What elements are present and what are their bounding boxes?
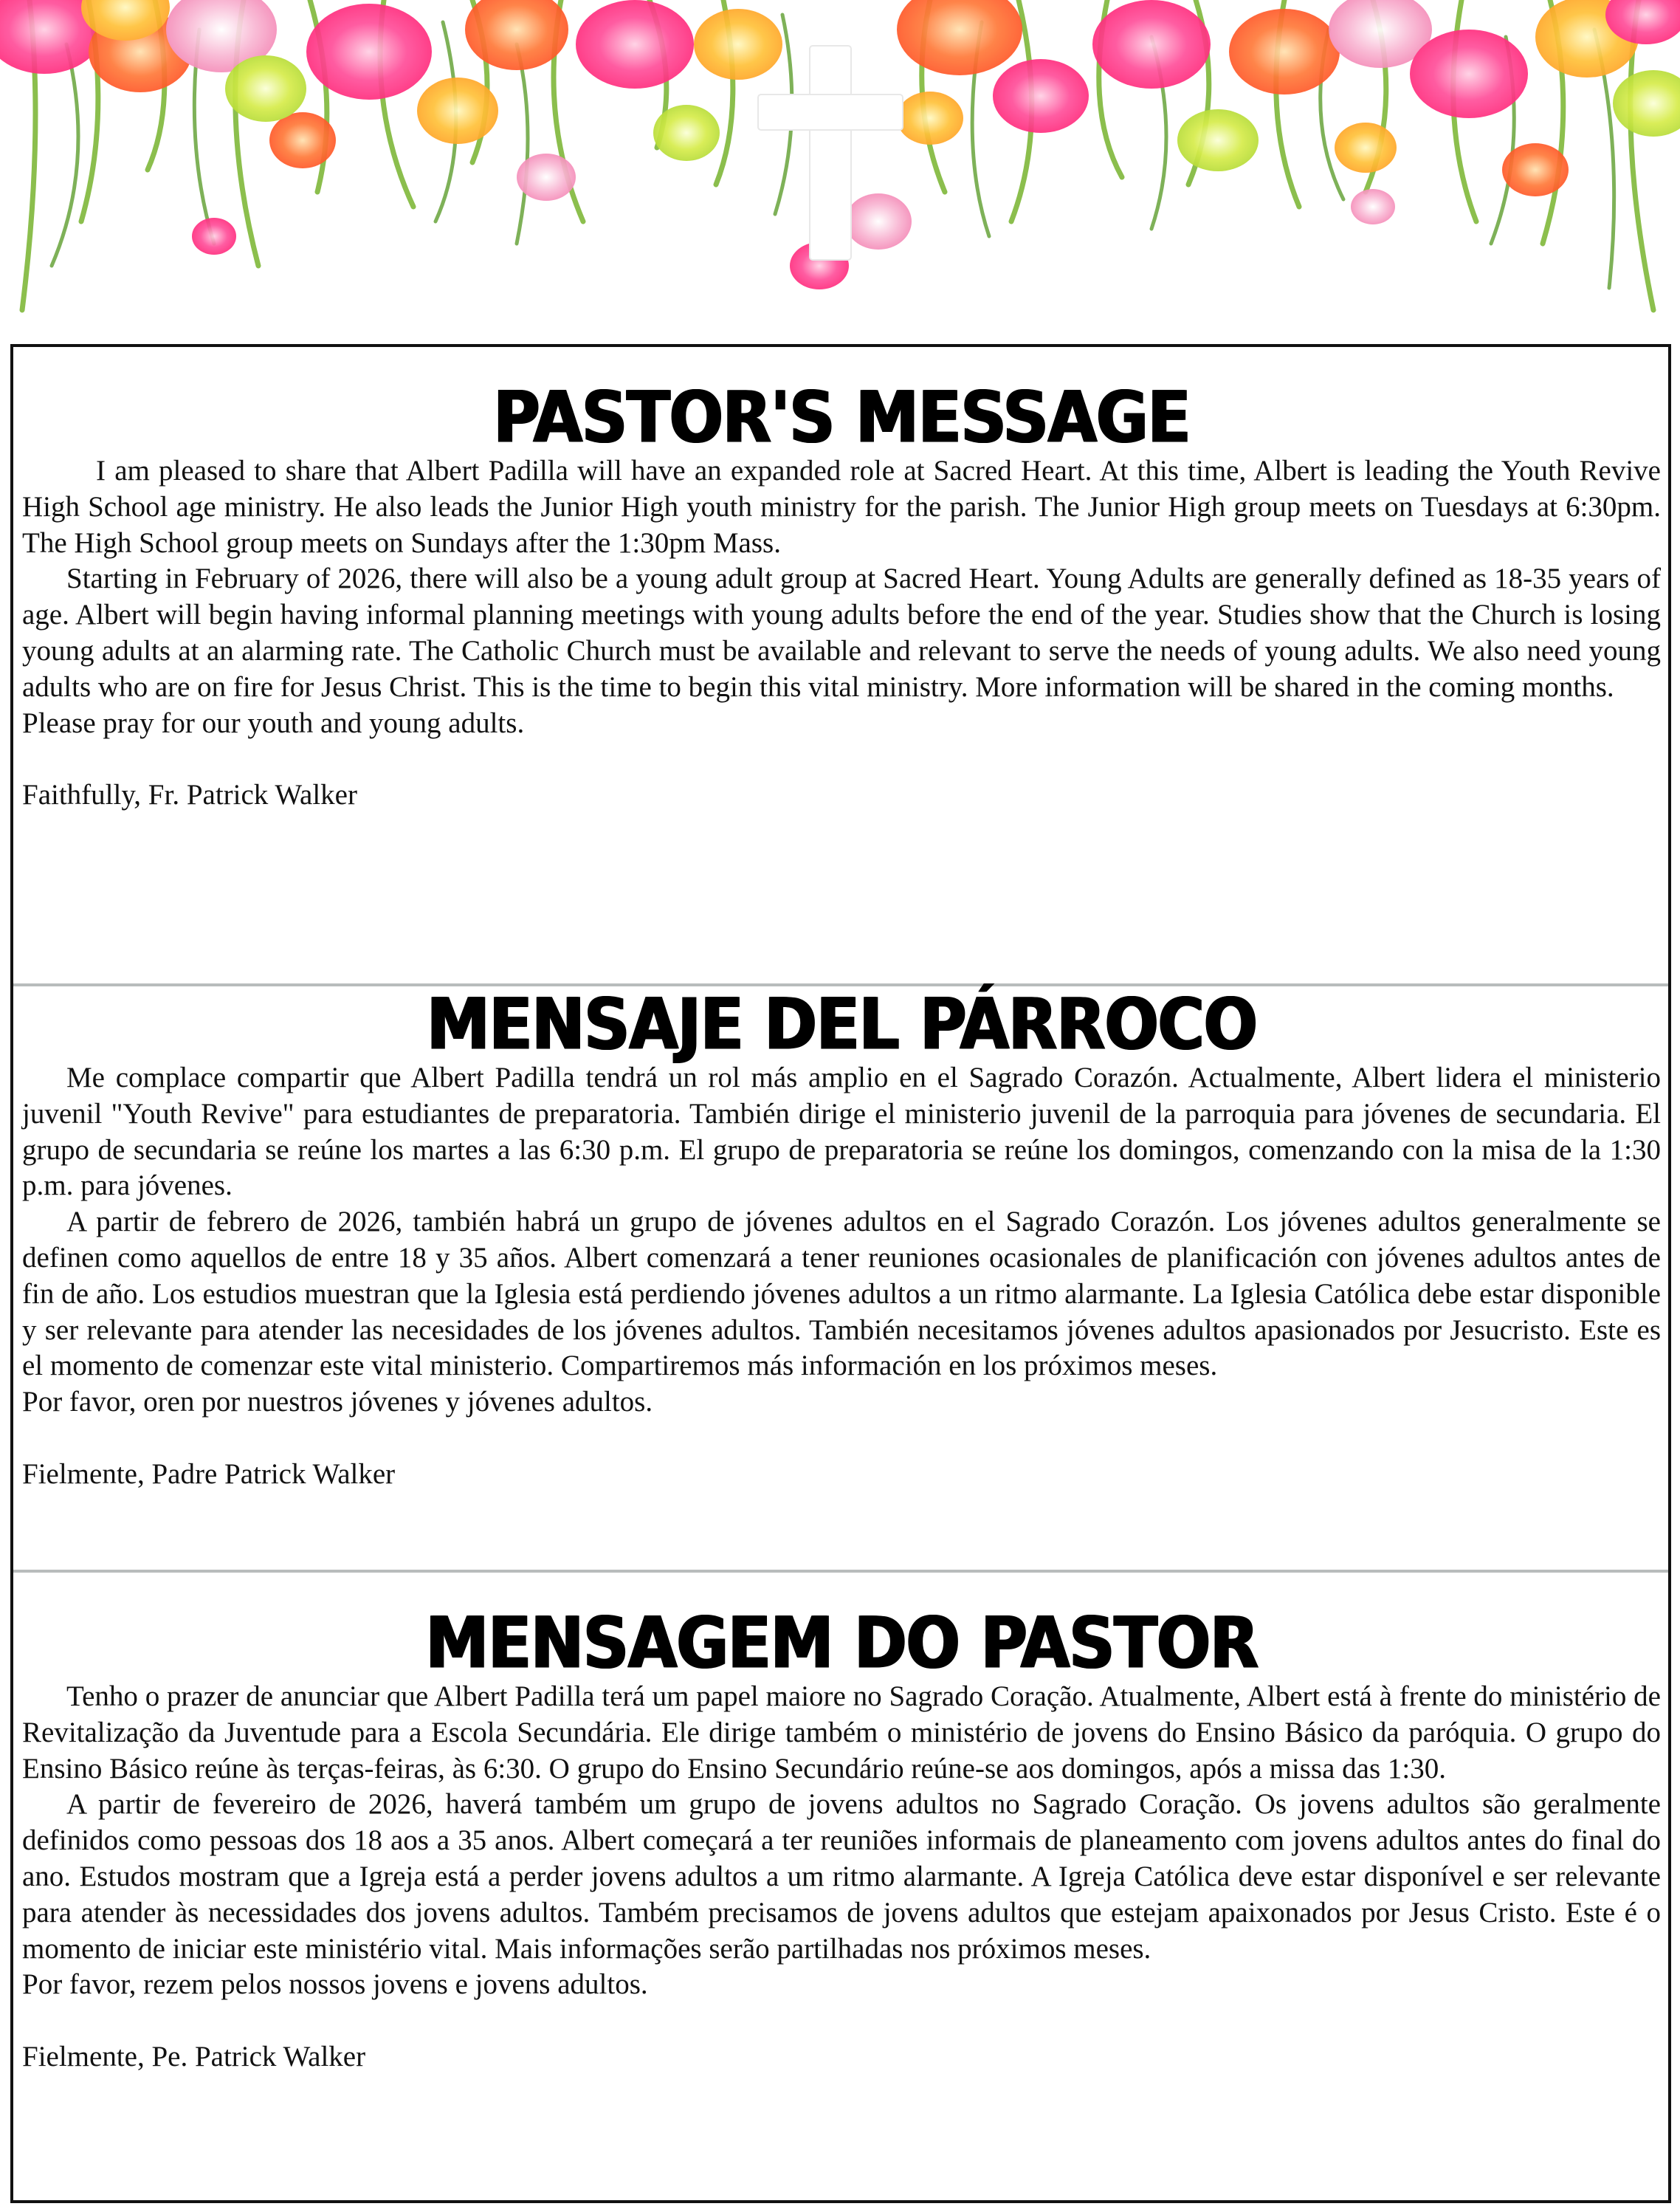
portuguese-body	[22, 1679, 1661, 2075]
portuguese-prayer-line: Por favor, rezem pelos nossos jovens e jovens adultos.	[22, 1968, 648, 2001]
message-frame	[10, 344, 1671, 2203]
english-body	[22, 453, 1661, 814]
heading-spanish: MENSAJE DEL PÁRROCO	[426, 983, 1257, 1066]
english-signature: Faithfully, Fr. Patrick Walker	[22, 779, 357, 811]
portuguese-paragraph-1: Tenho o prazer de anunciar que Albert Padilla terá um papel maiore no Sagrado Coração. Atualmente, Albert está à frente do ministério de Revitalização da Juventude para a Escola Secundária. Ele dirige também o ministério de jovens do Ensino Básico da paróquia. O grupo do Ensino Básico reúne às terças-feiras, às 6:30. O grupo do Ensino Secundário reúne-se aos domingos, após a missa das 1:30.	[22, 1680, 1661, 1785]
spanish-section	[13, 983, 1668, 1573]
spanish-paragraph-2: A partir de febrero de 2026, también habrá un grupo de jóvenes adultos en el Sagrado Corazón. Los jóvenes adultos generalmente se definen como aquellos de entre 18 y 35 años. Albert comenzará a tener reuniones ocasionales de planificación con jóvenes adultos antes de fin de año. Los estudios muestran que la Iglesia está perdiendo jóvenes adultos a un ritmo alarmante. La Iglesia Católica debe estar disponible y ser relevante para atender las necesidades de los jóvenes adultos. También necesitamos jóvenes adultos apasionados por Jesucristo. Este es el momento de comenzar este vital ministerio. Compartiremos más información en los próximos meses.	[22, 1206, 1661, 1382]
english-prayer-line: Please pray for our youth and young adults.	[22, 707, 525, 739]
english-paragraph-1: I am pleased to share that Albert Padilla will have an expanded role at Sacred Heart. At this time, Albert is leading the Youth Revive High School age ministry. He also leads the Junior High youth ministry for the parish. The Junior High group meets on Tuesdays at 6:30pm. The High School group meets on Sundays after the 1:30pm Mass.	[22, 455, 1661, 559]
portuguese-paragraph-2: A partir de fevereiro de 2026, haverá também um grupo de jovens adultos no Sagrado Coração. Os jovens adultos são geralmente definidos como pessoas dos 18 aos a 35 anos. Albert começará a ter reuniões informais de planeamento com jovens adultos antes do final do ano. Estudos mostram que a Igreja está a perder jovens adultos a um ritmo alarmante. A Igreja Católica deve estar disponível e ser relevante para atender às necessidades dos jovens adultos. Também precisamos de jovens adultos que estejam apaixonados por Jesus Cristo. Este é o momento de iniciar este ministério vital. Mais informações serão partilhadas nos próximos meses.	[22, 1788, 1661, 1965]
spanish-paragraph-1: Me complace compartir que Albert Padilla tendrá un rol más amplio en el Sagrado Corazón. Actualmente, Albert lidera el ministerio juvenil "Youth Revive" para estudiantes de preparatoria. También dirige el ministerio juvenil de la parroquia para jóvenes de secundaria. El grupo de secundaria se reúne los martes a las 6:30 p.m. El grupo de preparatoria se reúne los domingos, comenzando con la misa de la 1:30 p.m. para jóvenes.	[22, 1062, 1661, 1202]
heading-english: PASTOR'S MESSAGE	[492, 377, 1191, 459]
portuguese-signature: Fielmente, Pe. Patrick Walker	[22, 2040, 366, 2072]
portuguese-section	[13, 1573, 1668, 2200]
spanish-prayer-line: Por favor, oren por nuestros jóvenes y jóvenes adultos.	[22, 1386, 653, 1418]
english-paragraph-2: Starting in February of 2026, there will also be a young adult group at Sacred Heart. Young Adults are generally defined as 18-35 years of age. Albert will begin having informal planning meetings with young adults before the end of the year. Studies show that the Church is losing young adults at an alarming rate. The Catholic Church must be available and relevant to serve the needs of young adults. We also need young adults who are on fire for Jesus Christ. This is the time to begin this vital ministry. More information will be shared in the coming months.	[22, 563, 1661, 703]
flower-illustration	[0, 0, 1680, 347]
heading-portuguese: MENSAGEM DO PASTOR	[425, 1602, 1258, 1685]
english-section	[13, 377, 1668, 1023]
spanish-signature: Fielmente, Padre Patrick Walker	[22, 1457, 396, 1490]
floral-banner	[0, 0, 1680, 347]
spanish-body	[22, 1060, 1661, 1493]
